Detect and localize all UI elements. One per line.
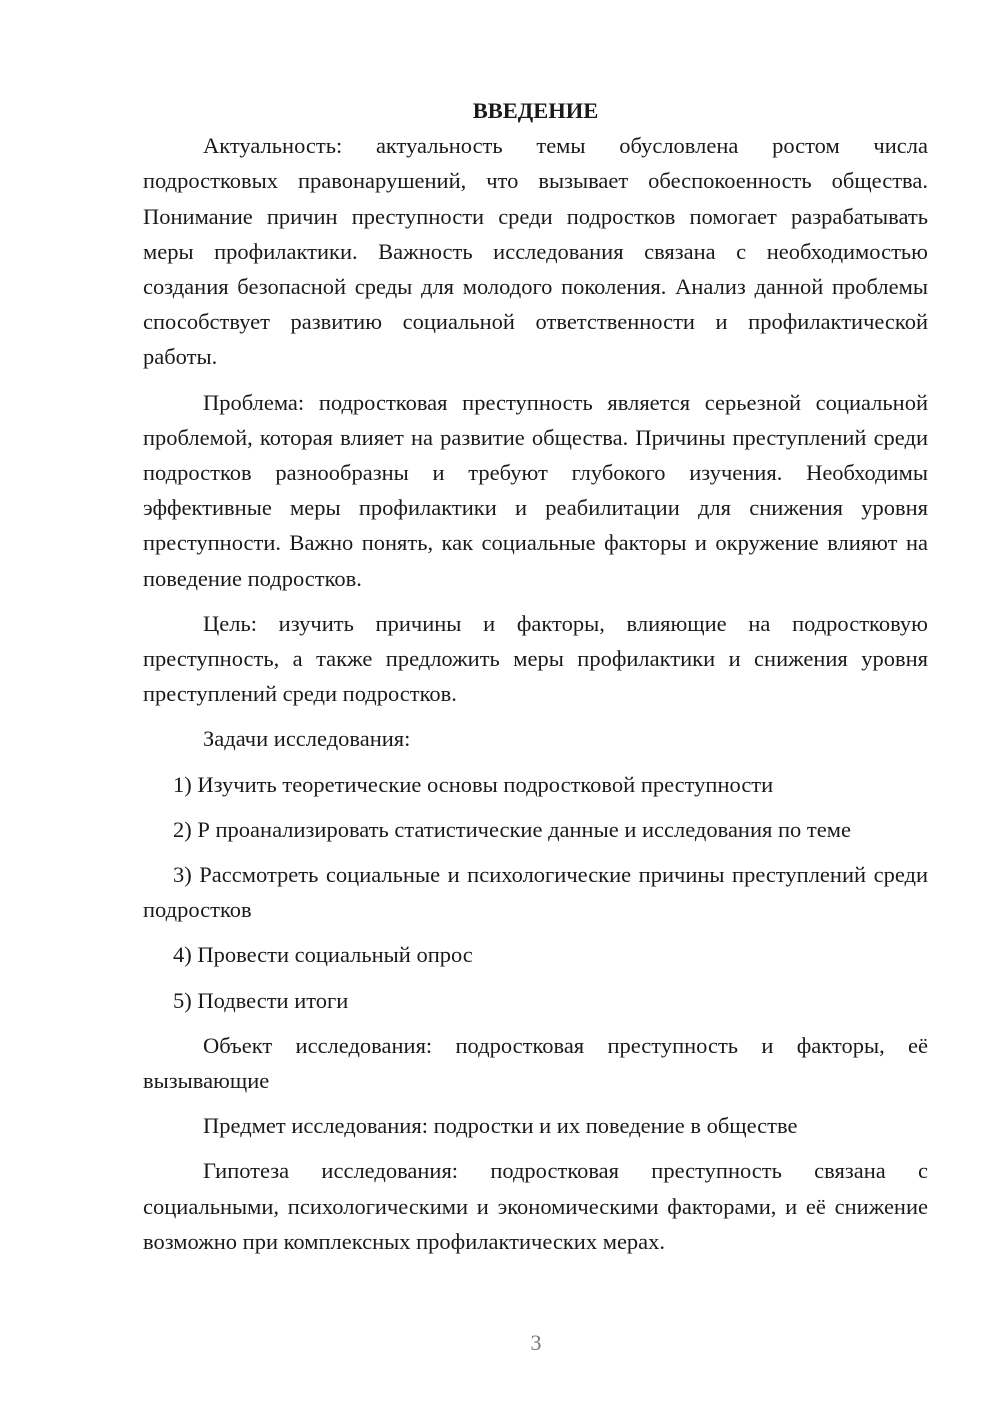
page-number: 3 — [530, 1330, 542, 1355]
task-item-2: 2) Р проанализировать статистические данные и исследования по теме — [173, 816, 851, 842]
task-item-4: 4) Провести социальный опрос — [173, 942, 473, 968]
paragraph-hypothesis: Гипотеза исследования: подростковая преступность связана с социальными, психологическими и экономическими факторами, и её снижение возможно при комплексных профилактических мерах. — [143, 1158, 928, 1254]
paragraph-goal: Цель: изучить причины и факторы, влияющие на подростковую преступность, а также предложить меры профилактики и снижения уровня преступлений среди подростков. — [143, 610, 928, 707]
paragraph-relevance: Актуальность: актуальность темы обусловлена ростом числа подростковых правонарушений, что вызывает обеспокоенность общества. Понимание причин преступности среди подростков помогает разрабатывать меры профилактики. Важность исследования связана с необходимостью создания безопасной среды для молодого поколения. Анализ данной проблемы способствует развитию социальной ответственности и профилактической работы. — [143, 133, 928, 370]
page-content — [143, 93, 928, 1269]
paragraph-subject: Предмет исследования: подростки и их поведение в обществе — [203, 1113, 798, 1139]
section-title: ВВЕДЕНИЕ — [472, 98, 599, 123]
task-item-3: 3) Рассмотреть социальные и психологические причины преступлений среди подростков — [143, 862, 928, 923]
paragraph-problem: Проблема: подростковая преступность является серьезной социальной проблемой, которая влияет на развитие общества. Причины преступлений среди подростков разнообразны и требуют глубокого изучения. Необходимы эффективные меры профилактики и реабилитации для снижения уровня преступности. Важно понять, как социальные факторы и окружение влияют на поведение подростков. — [143, 389, 928, 591]
task-item-1: 1) Изучить теоретические основы подростковой преступности — [173, 771, 774, 797]
paragraph-object: Объект исследования: подростковая преступность и факторы, её вызывающие — [143, 1032, 928, 1094]
task-item-5: 5) Подвести итоги — [173, 987, 349, 1013]
tasks-heading: Задачи исследования: — [203, 726, 411, 752]
